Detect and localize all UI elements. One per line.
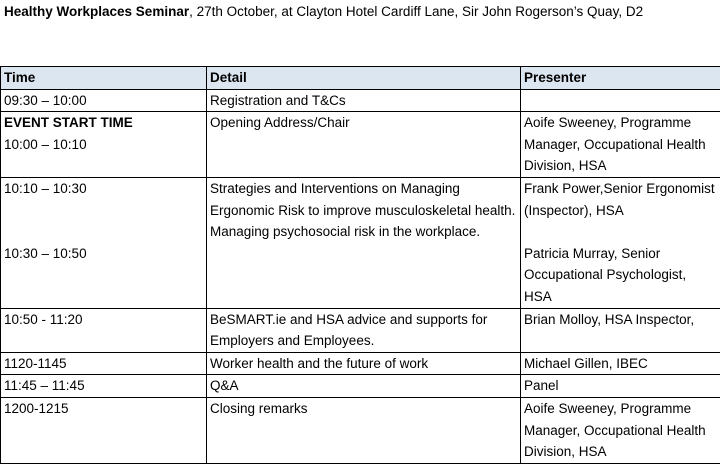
column-header-time: Time xyxy=(1,67,207,90)
row-detail: Q&A xyxy=(207,375,521,398)
table-header-row xyxy=(1,67,720,90)
table-row xyxy=(1,177,720,308)
row-time: 1200-1215 xyxy=(1,397,207,463)
row-presenter: Panel xyxy=(521,375,720,398)
row-time: 10:00 – 10:10 xyxy=(4,136,87,152)
row-detail-second: Managing psychosocial risk in the workplace. xyxy=(210,224,481,240)
row-time-cell xyxy=(1,177,207,308)
seminar-name: Healthy Workplaces Seminar xyxy=(4,4,190,19)
row-time: 11:45 – 11:45 xyxy=(1,375,207,398)
column-header-detail: Detail xyxy=(207,67,521,90)
row-presenter: Frank Power,Senior Ergonomist (Inspector), HSA xyxy=(524,180,715,218)
row-presenter: Brian Molloy, HSA Inspector, xyxy=(521,308,720,352)
row-time: 09:30 – 10:00 xyxy=(1,89,207,112)
table-row xyxy=(1,89,720,112)
row-time-cell xyxy=(1,112,207,178)
row-detail: Opening Address/Chair xyxy=(207,112,521,178)
row-presenter-second: Patricia Murray, Senior Occupational Psychologist, HSA xyxy=(524,245,687,304)
page-title xyxy=(4,4,643,19)
row-presenter: Aoife Sweeney, Programme Manager, Occupational Health Division, HSA xyxy=(521,397,720,463)
table-row xyxy=(1,308,720,352)
row-time: 1120-1145 xyxy=(1,352,207,375)
row-presenter-cell xyxy=(521,177,720,308)
event-start-label: EVENT START TIME xyxy=(4,115,133,131)
row-detail-cell xyxy=(207,177,521,308)
row-detail: Worker health and the future of work xyxy=(207,352,521,375)
row-presenter: Michael Gillen, IBEC xyxy=(521,352,720,375)
row-presenter: Aoife Sweeney, Programme Manager, Occupational Health Division, HSA xyxy=(521,112,720,178)
table-row xyxy=(1,352,720,375)
seminar-details: , 27th October, at Clayton Hotel Cardiff Lane, Sir John Rogerson’s Quay, D2 xyxy=(189,4,644,19)
row-detail: Closing remarks xyxy=(207,397,521,463)
row-time-second: 10:30 – 10:50 xyxy=(4,245,87,261)
row-time: 10:10 – 10:30 xyxy=(4,180,87,196)
table-row xyxy=(1,375,720,398)
table-row xyxy=(1,397,720,463)
table-row xyxy=(1,112,720,178)
column-header-presenter: Presenter xyxy=(521,67,720,90)
row-detail: Strategies and Interventions on Managing Ergonomic Risk to improve musculoskeletal health. xyxy=(210,180,516,218)
row-presenter xyxy=(521,89,720,112)
row-detail: BeSMART.ie and HSA advice and supports for Employers and Employees. xyxy=(207,308,521,352)
row-detail: Registration and T&Cs xyxy=(207,89,521,112)
row-time: 10:50 - 11:20 xyxy=(1,308,207,352)
schedule-table xyxy=(0,66,720,464)
